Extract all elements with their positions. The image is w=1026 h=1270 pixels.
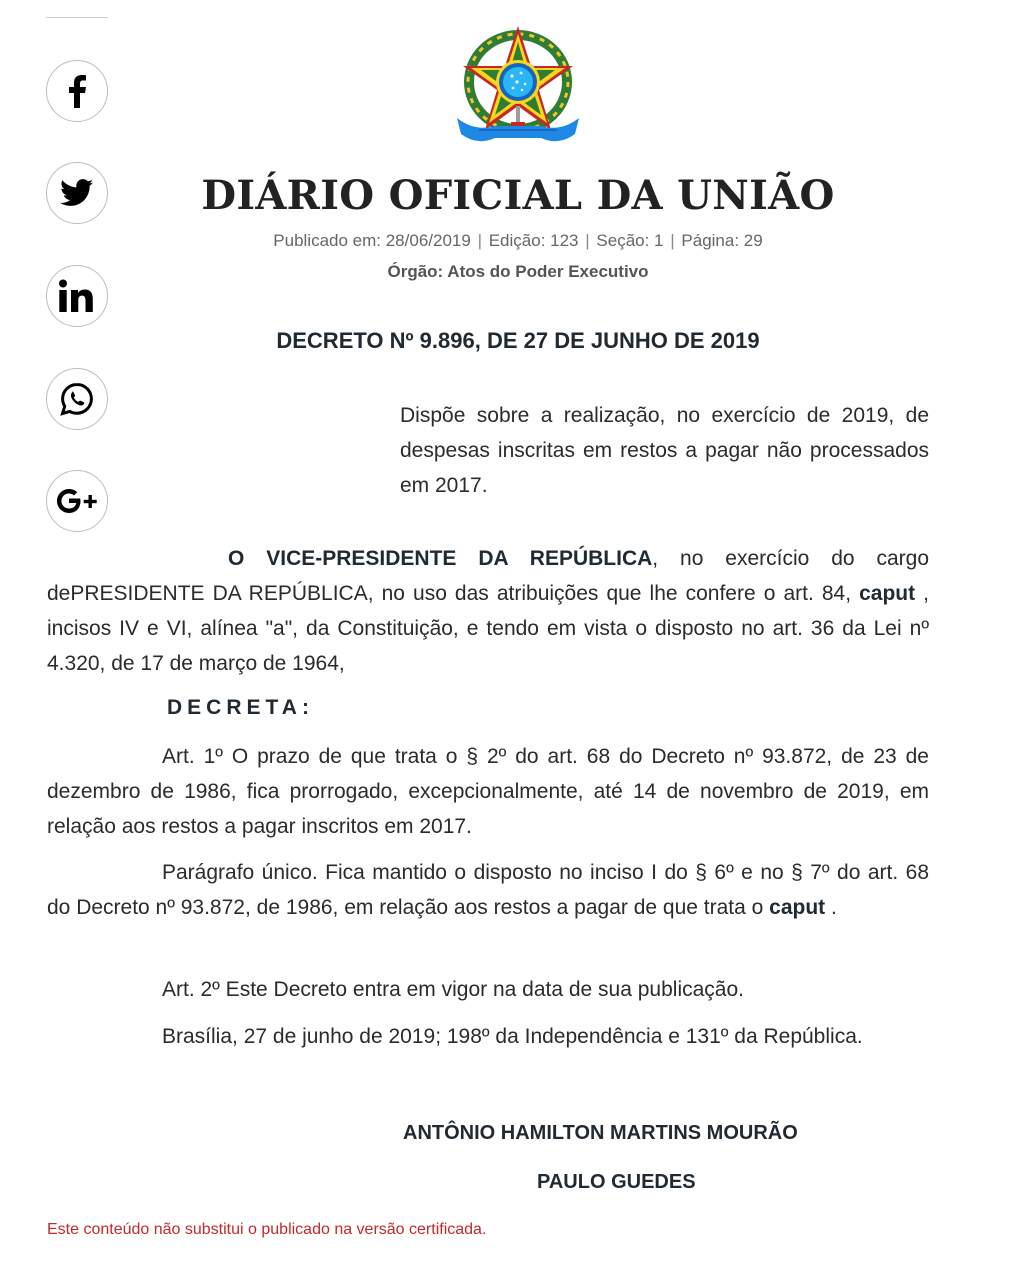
google-plus-icon: [56, 488, 98, 514]
caput-term: caput: [769, 896, 826, 919]
published-date: Publicado em: 28/06/2019: [273, 231, 471, 250]
share-whatsapp-button[interactable]: [46, 368, 108, 430]
decreta-heading: DECRETA:: [167, 696, 314, 719]
disclaimer-notice: Este conteúdo não substitui o publicado na versão certificada.: [47, 1221, 487, 1238]
paragrafo-end: .: [825, 896, 837, 919]
linkedin-icon: [58, 279, 96, 313]
preamble-text-cont: , incisos IV e VI, alínea "a", da Constituição, e tendo em vista o disposto no art. 36 da Lei nº 4.320, de 17 de março de 1964,: [47, 582, 929, 675]
separator: |: [585, 231, 590, 250]
facebook-icon: [63, 74, 91, 108]
whatsapp-icon: [60, 382, 94, 416]
article-2-text: Art. 2º Este Decreto entra em vigor na data de sua publicação.: [162, 978, 744, 1001]
decree-ementa: Dispõe sobre a realização, no exercício de 2019, de despesas inscritas em restos a pagar não processados em 2017.: [400, 404, 929, 497]
preamble-text: , no exercício do cargo dePRESIDENTE DA REPÚBLICA, no uso das atribuições que lhe confere o art. 84,: [47, 547, 930, 605]
share-google-plus-button[interactable]: [46, 470, 108, 532]
section: Seção: 1: [596, 231, 664, 250]
separator: |: [670, 231, 675, 250]
closing-line: [47, 1019, 929, 1054]
signer-1: ANTÔNIO HAMILTON MARTINS MOURÃO: [403, 1122, 798, 1144]
article-2: [47, 972, 929, 1007]
decree-title: DECRETO Nº 9.896, DE 27 DE JUNHO DE 2019: [276, 328, 760, 353]
closing-text: Brasília, 27 de junho de 2019; 198º da Independência e 131º da República.: [162, 1025, 863, 1048]
decree-preamble: [47, 541, 929, 681]
signer-2: PAULO GUEDES: [537, 1171, 696, 1193]
publication-meta: [0, 231, 1026, 251]
share-facebook-button[interactable]: [46, 60, 108, 122]
article-1-text: Art. 1º O prazo de que trata o § 2º do art. 68 do Decreto nº 93.872, de 23 de dezembro de 1986, fica prorrogado, excepcionalmente, até 14 de novembro de 2019, em relação aos restos a pagar inscritos em 2017.: [47, 745, 929, 838]
publication-title: DIÁRIO OFICIAL DA UNIÃO: [201, 172, 835, 219]
divider: [46, 17, 108, 18]
separator: |: [477, 231, 482, 250]
preamble-author: O VICE-PRESIDENTE DA REPÚBLICA: [228, 547, 653, 570]
orgao-label: Órgão: Atos do Poder Executivo: [387, 262, 649, 281]
paragrafo-unico: [47, 855, 929, 925]
article-1: [47, 739, 929, 844]
caput-term: caput: [859, 582, 916, 605]
paragrafo-text: Parágrafo único. Fica mantido o disposto no inciso I do § 6º e no § 7º do art. 68 do Decreto nº 93.872, de 1986, em relação aos restos a pagar de que trata o: [47, 861, 929, 919]
brazil-coat-of-arms-icon: [455, 22, 581, 150]
page-number: Página: 29: [681, 231, 763, 250]
edition: Edição: 123: [488, 231, 579, 250]
